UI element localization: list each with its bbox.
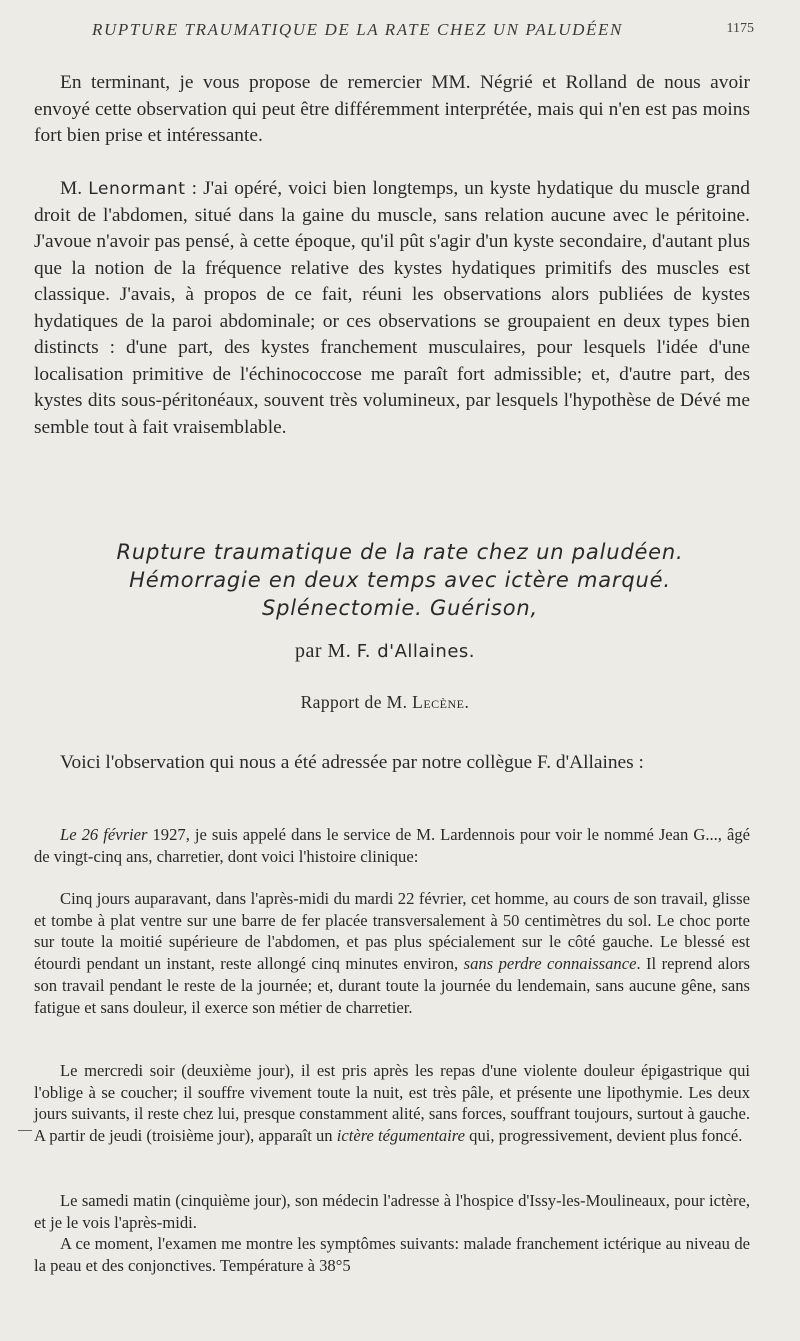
observation-text-2b: . Il reprend alors son travail pendant le reste de la journée; et, durant toute la journée du lendemain, sans aucune gêne, sans fatigue et sans douleur, il exerce son métier de charretier. bbox=[34, 954, 750, 1017]
observation-italic-2: sans perdre connaissance bbox=[463, 954, 637, 974]
article-title-line-2: Hémorragie en deux temps avec ictère marqué. bbox=[129, 568, 671, 592]
page-number: 1175 bbox=[726, 21, 754, 36]
intro-paragraph: Voici l'observation qui nous a été adressée par notre collègue F. d'Allaines : bbox=[60, 752, 644, 773]
byline bbox=[0, 640, 770, 663]
observation-text-1: 1927, je suis appelé dans le service de M. Lardennois pour voir le nommé Jean G..., âgé de vingt-cinq ans, charretier, dont voici l'histoire clinique: bbox=[34, 825, 751, 866]
observation-text-2a: Cinq jours auparavant, dans l'après-midi du mardi 22 février, cet homme, au cours de son travail, glisse et tombe à plat ventre sur une barre de fer placée transversalement à 50 centimètres du sol. Le choc porte sur toute la moitié supérieure de l'abdomen, et pas plus spécialement sur le côté gauche. Le blessé est étourdi pendant un instant, reste allongé cinq minutes environ, bbox=[34, 889, 750, 974]
running-head bbox=[0, 20, 800, 46]
margin-mark bbox=[18, 1130, 32, 1131]
article-title-line-3: Splénectomie. Guérison, bbox=[262, 596, 538, 620]
closing-paragraph: En terminant, je vous propose de remercier MM. Négrié et Rolland de nous avoir envoyé cette observation qui peut être différemment interprétée, mais qui n'en est pas moins fort bien prise et intéressante. bbox=[34, 72, 750, 146]
observation-italic-3: ictère tégumentaire bbox=[336, 1126, 465, 1146]
speaker-text: : J'ai opéré, voici bien longtemps, un kyste hydatique du muscle grand droit de l'abdomen, situé dans la gaine du muscle, sans relation aucune avec le péritoine. J'avoue n'avoir pas pensé, à cette époque, qu'il pût s'agir d'un kyste secondaire, d'autant plus que la notion de la fréquence relative des kystes hydatiques primitifs des muscles est classique. J'avais, à propos de ce fait, réuni les observations alors publiées de kystes hydatiques de la paroi abdominale; or ces observations se groupaient en deux types bien distincts : d'une part, des kystes franchement musculaires, pour lesquels l'idée d'une localisation primitive de l'échinococcose me paraît fort admissible; et, d'autre part, des kystes dits sous-péritonéaux, souvent très volumineux, par lesquels l'hypothèse de Dévé me semble tout à fait vraisemblable. bbox=[34, 178, 751, 438]
rapport-prefix: Rapport de M. bbox=[300, 692, 413, 712]
observation-paragraph-1 bbox=[34, 824, 750, 867]
observation-paragraph-4: Le samedi matin (cinquième jour), son médecin l'adresse à l'hospice d'Issy-les-Moulineaux, pour ictère, et je le vois l'après-midi. bbox=[34, 1191, 750, 1232]
author-name: F. d'Allaines. bbox=[356, 641, 476, 662]
article-title-line-1: Rupture traumatique de la rate chez un paludéen. bbox=[116, 540, 684, 564]
observation-paragraph-5: A ce moment, l'examen me montre les symptômes suivants: malade franchement ictérique au niveau de la peau et des conjonctives. Température à 38°5 bbox=[34, 1234, 750, 1275]
article-title bbox=[0, 538, 800, 622]
observation-text-3a: Le mercredi soir (deuxième jour), il est pris après les repas d'une violente douleur épigastrique qui l'oblige à se coucher; il souffre vivement toute la nuit, est très pâle, et présente une lipothymie. Les deux jours suivants, il reste chez lui, presque constamment alité, sans forces, souffrant toujours, surtout à gauche. A partir de jeudi (troisième jour), apparaît un bbox=[34, 1061, 750, 1146]
speaker-name: Lenormant bbox=[88, 179, 186, 199]
rapporteur-name: Lecène. bbox=[412, 692, 470, 712]
speaker-prefix: M. bbox=[60, 178, 89, 199]
observation-paragraph-2 bbox=[34, 888, 750, 1018]
rapport-line bbox=[0, 692, 770, 713]
byline-prefix: par M. bbox=[294, 640, 357, 662]
observation-date: Le 26 février bbox=[60, 825, 148, 844]
lenormant-remark bbox=[34, 176, 750, 441]
observation-text-3b: qui, progressivement, devient plus foncé. bbox=[465, 1126, 743, 1146]
running-head-title: RUPTURE TRAUMATIQUE DE LA RATE CHEZ UN PALUDÉEN bbox=[92, 20, 623, 39]
observation-paragraph-3 bbox=[34, 1060, 750, 1147]
